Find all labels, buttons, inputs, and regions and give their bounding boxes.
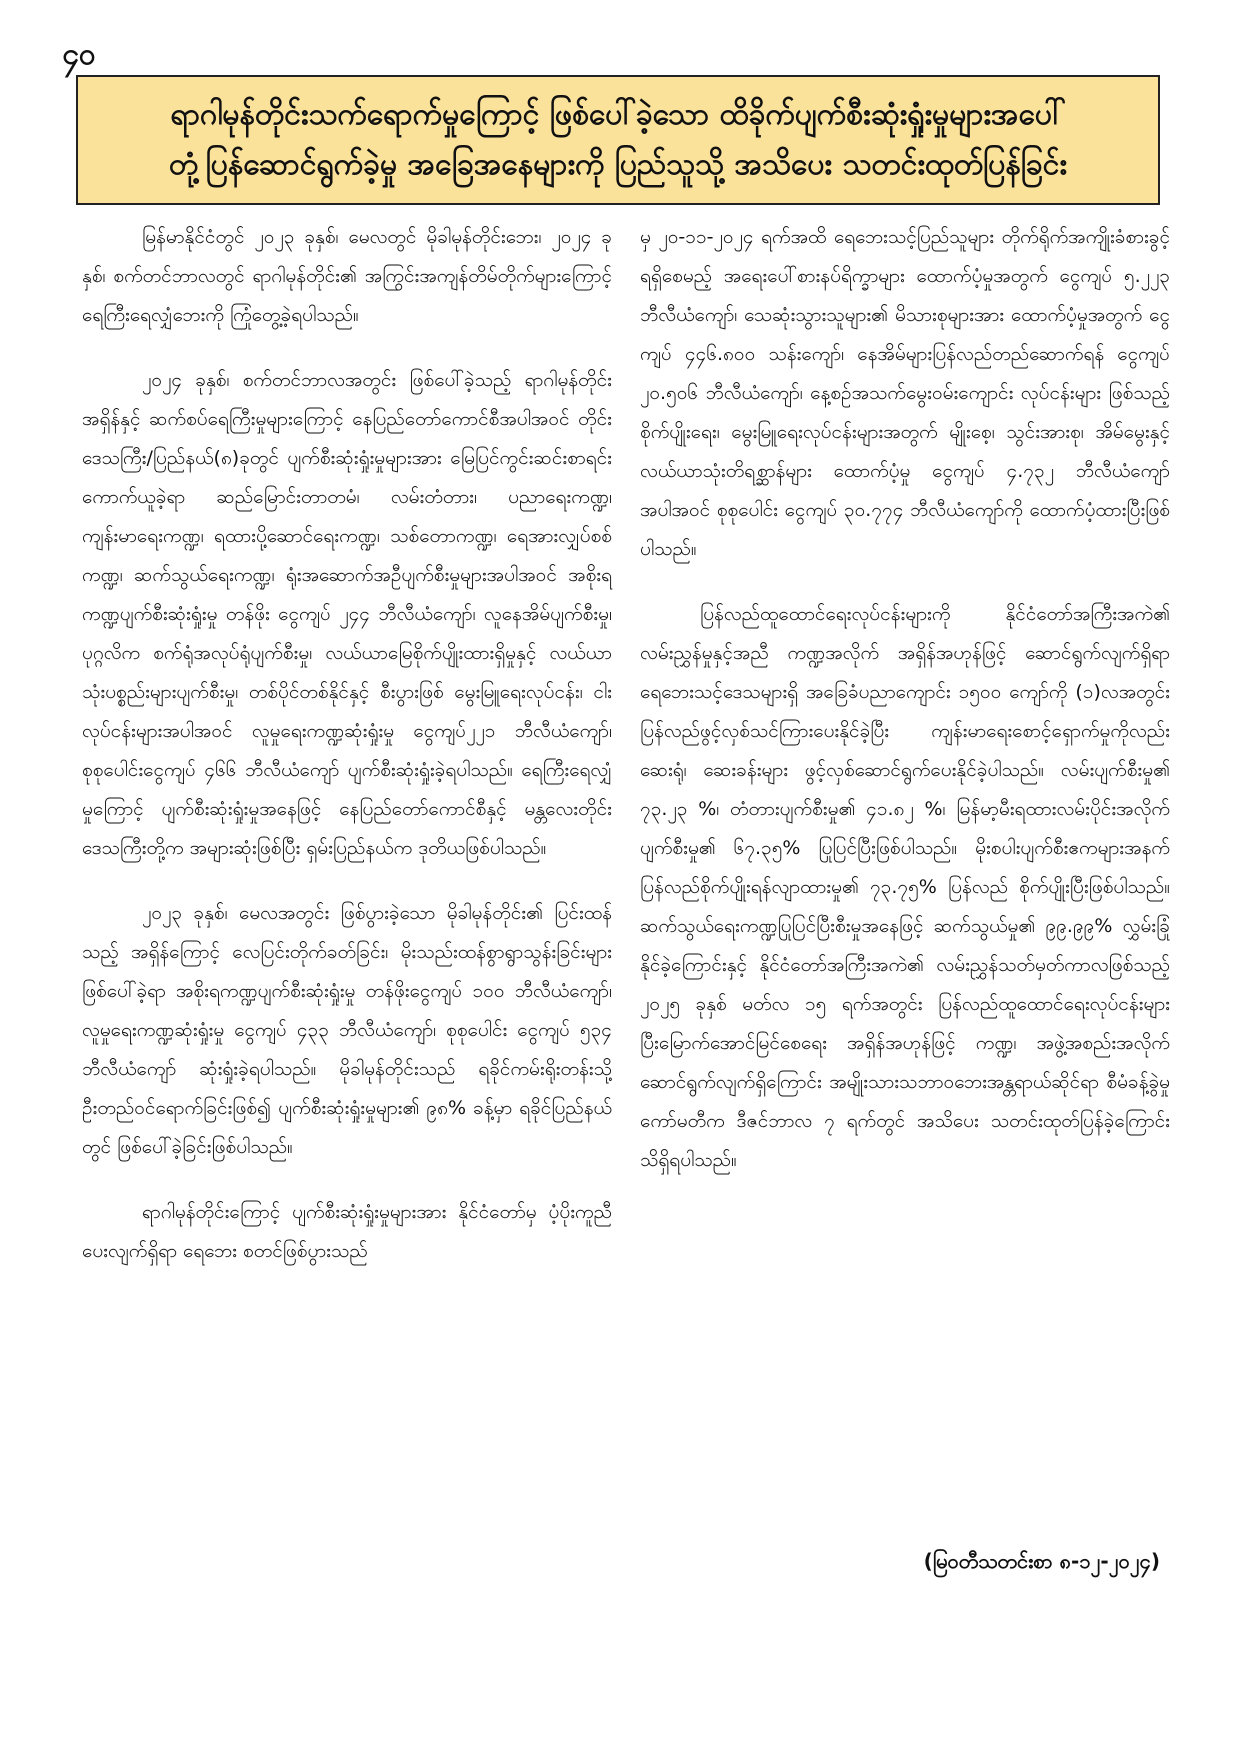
paragraph: ၂၀၂၃ ခုနှစ်၊ မေလအတွင်း ဖြစ်ပွားခဲ့သော မိုခါမုန်တိုင်း၏ ပြင်းထန်သည့် အရှိန်ကြောင့် လေပြင်းတိုက်ခတ်ခြင်း၊ မိုးသည်းထန်စွာရွာသွန်းခြင်းများဖြစ်ပေါ်ခဲ့ရာ အစိုးရကဏ္ဍပျက်စီးဆုံးရှုံးမှု တန်ဖိုးငွေကျပ် ၁၀၀ ဘီလီယံကျော်၊ လူမှုရေးကဏ္ဍဆုံးရှုံးမှု ငွေကျပ် ၄၃၃ ဘီလီယံကျော်၊ စုစုပေါင်း ငွေကျပ် ၅၃၄ ဘီလီယံကျော် ဆုံးရှုံးခဲ့ရပါသည်။ မိုခါမုန်တိုင်းသည် ရခိုင်ကမ်းရိုးတန်းသို့ ဦးတည်ဝင်ရောက်ခြင်းဖြစ်၍ ပျက်စီးဆုံးရှုံးမှုများ၏ ၉၈% ခန့်မှာ ရခိုင်ပြည်နယ်တွင် ဖြစ်ပေါ်ခဲ့ခြင်းဖြစ်ပါသည်။ — [82, 902, 612, 1158]
paragraph: ရာဂါမုန်တိုင်းကြောင့် ပျက်စီးဆုံးရှုံးမှုများအား နိုင်ငံတော်မှ ပံ့ပိုးကူညီပေးလျက်ရှိရာ ရေဘေး စတင်ဖြစ်ပွားသည် — [82, 1201, 612, 1262]
headline-box — [76, 75, 1160, 205]
paragraph-continued: မှ ၂၀-၁၁-၂၀၂၄ ရက်အထိ ရေဘေးသင့်ပြည်သူများ တိုက်ရိုက်အကျိုးခံစားခွင့်ရရှိစေမည့် အရေးပေါ်စားနပ်ရိက္ခာများ ထောက်ပံ့မှုအတွက် ငွေကျပ် ၅.၂၂၃ ဘီလီယံကျော်၊ သေဆုံးသွားသူများ၏ မိသားစုများအား ထောက်ပံ့မှုအတွက် ငွေကျပ် ၄၄၆.၈၀၀ သန်းကျော်၊ နေအိမ်များပြန်လည်တည်ဆောက်ရန် ငွေကျပ် ၂၀.၅၀၆ ဘီလီယံကျော်၊ နေ့စဉ်အသက်မွေးဝမ်းကျောင်း လုပ်ငန်းများ ဖြစ်သည့် စိုက်ပျိုးရေး၊ မွေးမြူရေးလုပ်ငန်းများအတွက် မျိုးစေ့၊ သွင်းအားစု၊ အိမ်မွေးနှင့် လယ်ယာသုံးတိရစ္ဆာန်များ ထောက်ပံ့မှု ငွေကျပ် ၄.၇၃၂ ဘီလီယံကျော် အပါအဝင် စုစုပေါင်း ငွေကျပ် ၃၀.၇၇၄ ဘီလီယံကျော်ကို ထောက်ပံ့ထားပြီးဖြစ်ပါသည်။ — [640, 226, 1170, 560]
paragraph: ပြန်လည်ထူထောင်ရေးလုပ်ငန်းများကို နိုင်ငံတော်အကြီးအကဲ၏ လမ်းညွှန်မှုနှင့်အညီ ကဏ္ဍအလိုက် အရှိန်အဟုန်ဖြင့် ဆောင်ရွက်လျက်ရှိရာ ရေဘေးသင့်ဒေသများရှိ အခြေခံပညာကျောင်း ၁၅၀၀ ကျော်ကို (၁)လအတွင်း ပြန်လည်ဖွင့်လှစ်သင်ကြားပေးနိုင်ခဲ့ပြီး ကျန်းမာရေးစောင့်ရှောက်မှုကိုလည်း ဆေးရုံ၊ ဆေးခန်းများ ဖွင့်လှစ်ဆောင်ရွက်ပေးနိုင်ခဲ့ပါသည်။ လမ်းပျက်စီးမှု၏ ၇၃.၂၃ %၊ တံတားပျက်စီးမှု၏ ၄၁.၈၂ %၊ မြန်မာ့မီးရထားလမ်းပိုင်းအလိုက် ပျက်စီးမှု၏ ၆၇.၃၅% ပြုပြင်ပြီးဖြစ်ပါသည်။ မိုးစပါးပျက်စီးဧကများအနက် ပြန်လည်စိုက်ပျိုးရန်လျာထားမှု၏ ၇၃.၇၅% ပြန်လည် စိုက်ပျိုးပြီးဖြစ်ပါသည်။ ဆက်သွယ်ရေးကဏ္ဍပြုပြင်ပြီးစီးမှုအနေဖြင့် ဆက်သွယ်မှု၏ ၉၉.၉၉% လွှမ်းခြုံနိုင်ခဲ့ကြောင်းနှင့် နိုင်ငံတော်အကြီးအကဲ၏ လမ်းညွှန်သတ်မှတ်ကာလဖြစ်သည့် ၂၀၂၅ ခုနှစ် မတ်လ ၁၅ ရက်အတွင်း ပြန်လည်ထူထောင်ရေးလုပ်ငန်းများ ပြီးမြောက်အောင်မြင်စေရေး အရှိန်အဟုန်ဖြင့် ကဏ္ဍ၊ အဖွဲ့အစည်းအလိုက် ဆောင်ရွက်လျက်ရှိကြောင်း အမျိုးသားသဘာဝဘေးအန္တရာယ်ဆိုင်ရာ စီမံခန့်ခွဲမှုကော်မတီက ဒီဇင်ဘာလ ၇ ရက်တွင် အသိပေး သတင်းထုတ်ပြန်ခဲ့ကြောင်း သိရှိရပါသည်။ — [640, 603, 1170, 1171]
right-column — [640, 218, 1170, 1548]
page-number: ၄၀ — [62, 37, 96, 72]
headline-line-2: တုံ့ပြန်ဆောင်ရွက်ခဲ့မှု အခြေအနေများကို ပြည်သူသို့ အသိပေး သတင်းထုတ်ပြန်ခြင်း — [168, 147, 1068, 182]
paragraph: မြန်မာနိုင်ငံတွင် ၂၀၂၃ ခုနှစ်၊ မေလတွင် မိုခါမုန်တိုင်းဘေး၊ ၂၀၂၄ ခုနှစ်၊ စက်တင်ဘာလတွင် ရာဂါမုန်တိုင်း၏ အကြွင်းအကျန်တိမ်တိုက်များကြောင့် ရေကြီးရေလျှံဘေးကို ကြုံတွေ့ခဲ့ရပါသည်။ — [82, 226, 612, 326]
headline-line-1: ရာဂါမုန်တိုင်းသက်ရောက်မှုကြောင့် ဖြစ်ပေါ်ခဲ့သော ထိခိုက်ပျက်စီးဆုံးရှုံးမှုများအပေါ် — [170, 97, 1066, 132]
source-citation: (မြဝတီသတင်းစာ ၈-၁၂-၂၀၂၄) — [923, 1549, 1160, 1573]
left-column — [82, 218, 612, 1738]
paragraph: ၂၀၂၄ ခုနှစ်၊ စက်တင်ဘာလအတွင်း ဖြစ်ပေါ်ခဲ့သည့် ရာဂါမုန်တိုင်းအရှိန်နှင့် ဆက်စပ်ရေကြီးမှုများကြောင့် နေပြည်တော်ကောင်စီအပါအဝင် တိုင်းဒေသကြီး/ပြည်နယ်(၈)ခုတွင် ပျက်စီးဆုံးရှုံးမှုများအား မြေပြင်ကွင်းဆင်းစာရင်း ကောက်ယူခဲ့ရာ ဆည်မြောင်းတာတမံ၊ လမ်းတံတား၊ ပညာရေးကဏ္ဍ၊ ကျန်းမာရေးကဏ္ဍ၊ ရထားပို့ဆောင်ရေးကဏ္ဍ၊ သစ်တောကဏ္ဍ၊ ရေအားလျှပ်စစ်ကဏ္ဍ၊ ဆက်သွယ်ရေးကဏ္ဍ၊ ရုံးအဆောက်အဦပျက်စီးမှုများအပါအဝင် အစိုးရကဏ္ဍပျက်စီးဆုံးရှုံးမှု တန်ဖိုး ငွေကျပ် ၂၄၄ ဘီလီယံကျော်၊ လူနေအိမ်ပျက်စီးမှု၊ ပုဂ္ဂလိက စက်ရုံအလုပ်ရုံပျက်စီးမှု၊ လယ်ယာမြေစိုက်ပျိုးထားရှိမှုနှင့် လယ်ယာသုံးပစ္စည်းများပျက်စီးမှု၊ တစ်ပိုင်တစ်နိုင်နှင့် စီးပွားဖြစ် မွေးမြူရေးလုပ်ငန်း၊ ငါးလုပ်ငန်းများအပါအဝင် လူမှုရေးကဏ္ဍဆုံးရှုံးမှု ငွေကျပ်၂၂၁ ဘီလီယံကျော်၊ စုစုပေါင်းငွေကျပ် ၄၆၆ ဘီလီယံကျော် ပျက်စီးဆုံးရှုံးခဲ့ရပါသည်။ ရေကြီးရေလျှံမှုကြောင့် ပျက်စီးဆုံးရှုံးမှုအနေဖြင့် နေပြည်တော်ကောင်စီနှင့် မန္တလေးတိုင်းဒေသကြီးတို့က အများဆုံးဖြစ်ပြီး ရှမ်းပြည်နယ်က ဒုတိယဖြစ်ပါသည်။ — [82, 369, 612, 859]
